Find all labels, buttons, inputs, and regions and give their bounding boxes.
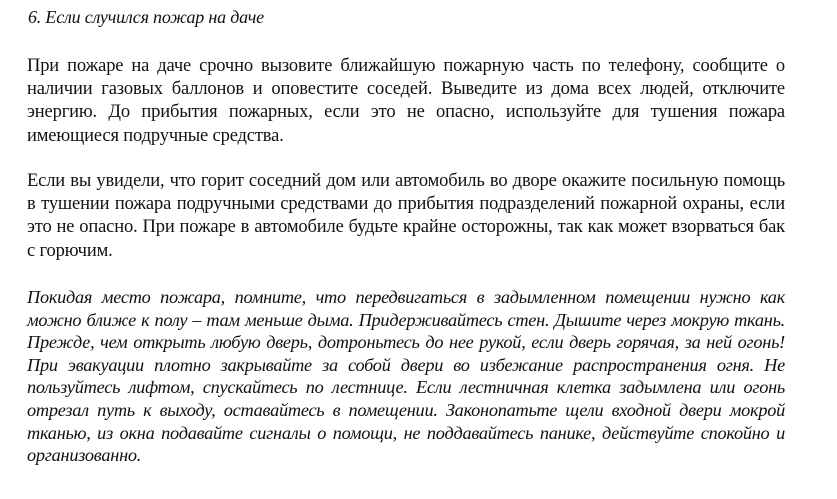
section-heading: 6. Если случился пожар на даче: [28, 7, 264, 27]
paragraph-dacha-fire-actions: При пожаре на даче срочно вызовите ближайшую пожарную часть по телефону, сообщите о наличии газовых баллонов и оповестите соседей. Выведите из дома всех людей, отключите энергию. До прибытия пожарных, если это не опасно, используйте для тушения пожара имеющиеся подручные средства.: [27, 56, 785, 146]
paragraph-evacuation-advice: Покидая место пожара, помните, что передвигаться в задымленном помещении нужно как можно ближе к полу – там меньше дыма. Придерживайтесь стен. Дышите через мокрую ткань. Прежде, чем открыть любую дверь, дотроньтесь до нее рукой, если дверь горячая, за ней огонь! При эвакуации плотно закрывайте за собой двери во избежание распространения огня. Не пользуйтесь лифтом, спускайтесь по лестнице. Если лестничная клетка задымлена или огонь отрезал путь к выходу, оставайтесь в помещении. Законопатьте щели входной двери мокрой тканью, из окна подавайте сигналы о помощи, не поддавайтесь панике, действуйте спокойно и организованно.: [27, 287, 785, 466]
paragraph-neighbor-fire-help: Если вы увидели, что горит соседний дом или автомобиль во дворе окажите посильную помощь в тушении пожара подручными средствами до прибытия подразделений пожарной охраны, если это не опасно. При пожаре в автомобиле будьте крайне осторожны, так как может взорваться бак с горючим.: [27, 171, 785, 261]
